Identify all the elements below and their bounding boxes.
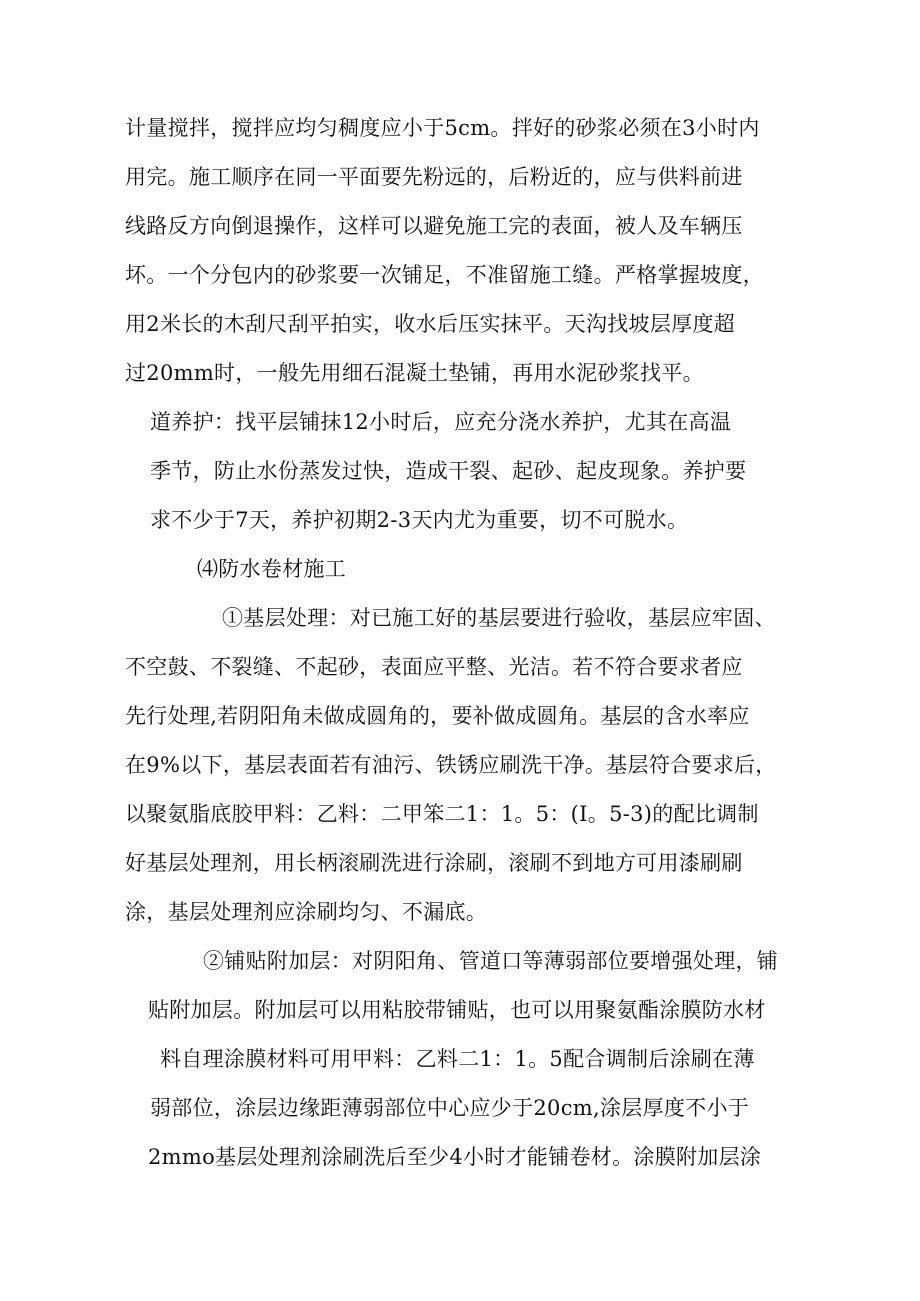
paragraph-4-line-4: 弱部位，涂层边缘距薄弱部位中心应少于20cm,涂层厚度不小于 [150,1096,750,1120]
paragraph-1-line-1: 计量搅拌，搅拌应均匀稠度应小于5cm。拌好的砂浆必须在3小时内 [125,116,760,140]
paragraph-2-line-2: 季节，防止水份蒸发过快，造成干裂、起砂、起皮现象。养护要 [150,459,747,483]
paragraph-3-line-3: 先行处理,若阴阳角未做成圆角的，要补做成圆角。基层的含水率应 [125,704,750,728]
paragraph-3-line-5: 以聚氨脂底胶甲料：乙料：二甲笨二1：1。5：(I。5-3)的配比调制 [125,802,759,826]
paragraph-3-line-2: 不空鼓、不裂缝、不起砂，表面应平整、光洁。若不符合要求者应 [125,655,743,679]
paragraph-3-line-1: ①基层处理：对已施工好的基层要进行验收，基层应牢固、 [222,606,776,630]
paragraph-3-line-6: 好基层处理剂，用长柄滚刷洗进行涂刷，滚刷不到地方可用漆刷刷 [125,851,743,875]
paragraph-2-line-3: 求不少于7天，养护初期2-3天内尤为重要，切不可脱水。 [150,508,689,532]
paragraph-3-line-4: 在9%以下，基层表面若有油污、铁锈应刷洗干净。基层符合要求后， [125,753,777,777]
paragraph-2-line-1: 道养护：找平层铺抹12小时后，应充分浇水养护，尤其在高温 [150,410,732,434]
paragraph-1-line-6: 过20mm时，一般先用细石混凝土垫铺，再用水泥砂浆找平。 [125,361,704,385]
section-heading-4: ⑷防水卷材施工 [197,557,347,581]
paragraph-1-line-5: 用2米长的木刮尺刮平拍实，收水后压实抹平。天沟找坡层厚度超 [125,312,736,336]
paragraph-4-line-5: 2mmo基层处理剂涂刷洗后至少4小时才能铺卷材。涂膜附加层涂 [148,1145,762,1169]
paragraph-1-line-4: 坏。一个分包内的砂浆要一次铺足，不准留施工缝。严格掌握坡度， [125,263,764,287]
paragraph-4-line-3: 料自理涂膜材料可用甲料：乙料二1：1。5配合调制后涂刷在薄 [160,1047,755,1071]
paragraph-4-line-2: 贴附加层。附加层可以用粘胶带铺贴，也可以用聚氨酯涂膜防水材 [148,998,766,1022]
paragraph-3-line-7: 涂，基层处理剂应涂刷均匀、不漏底。 [125,900,488,924]
paragraph-4-line-1: ②铺贴附加层：对阴阳角、管道口等薄弱部位要增强处理，铺 [203,949,779,973]
paragraph-1-line-2: 用完。施工顺序在同一平面要先粉远的，后粉近的，应与供料前进 [125,165,743,189]
paragraph-1-line-3: 线路反方向倒退操作，这样可以避免施工完的表面，被人及车辆压 [125,214,743,238]
